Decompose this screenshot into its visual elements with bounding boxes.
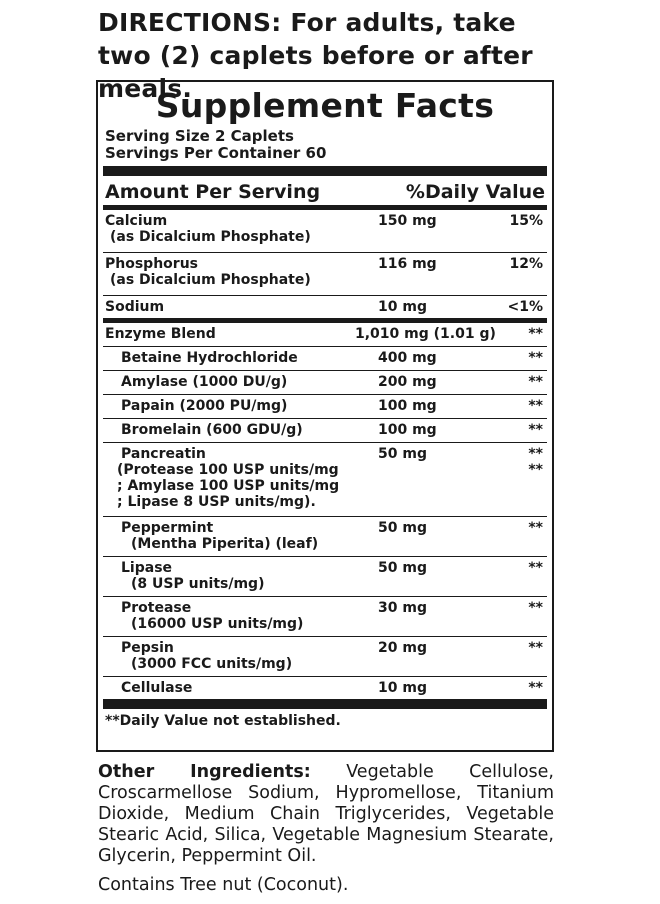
nutrient-row-sodium <box>103 296 547 318</box>
enzyme-row <box>103 419 547 443</box>
nutrient-name: Calcium <box>105 213 168 229</box>
enzyme-name: Peppermint <box>121 520 214 536</box>
enzyme-row-lipase <box>103 557 547 597</box>
bottom-divider <box>103 699 547 709</box>
blend-dv: ** <box>528 326 543 342</box>
nutrient-amount: 10 mg <box>378 299 427 315</box>
enzyme-detail: (Mentha Piperita) (leaf) <box>131 536 319 552</box>
nutrient-source: (as Dicalcium Phosphate) <box>110 272 311 288</box>
column-header <box>103 179 547 205</box>
nutrient-source: (as Dicalcium Phosphate) <box>110 229 311 245</box>
enzyme-dv: ** <box>528 680 543 696</box>
nutrient-amount: 150 mg <box>378 213 437 229</box>
enzyme-detail: (3000 FCC units/mg) <box>131 656 293 672</box>
enzyme-dv: ** <box>528 374 543 390</box>
nutrient-dv: 12% <box>509 256 543 272</box>
enzyme-dv: ** <box>528 350 543 366</box>
enzyme-dv: ** <box>528 446 543 462</box>
enzyme-row-peppermint <box>103 517 547 557</box>
enzyme-dv: ** <box>528 462 543 478</box>
enzyme-row-cellulase <box>103 677 547 699</box>
enzyme-name: Pancreatin <box>121 446 206 462</box>
enzyme-dv: ** <box>528 600 543 616</box>
enzyme-dv: ** <box>528 398 543 414</box>
enzyme-detail: ; Lipase 8 USP units/mg). <box>117 494 316 510</box>
enzyme-amount: 30 mg <box>378 600 427 616</box>
other-ingredients-list: Vegetable Cellulose, Croscarmellose Sodium, Hypromellose, Titanium Dioxide, Medium Chain Triglycerides, Vegetable Stearic Acid, Silica, Vegetable Magnesium Stearate, Glycerin, Peppermint Oil. <box>98 762 554 866</box>
nutrient-name: Phosphorus <box>105 256 198 272</box>
enzyme-amount: 100 mg <box>378 422 437 438</box>
enzyme-detail: (Protease 100 USP units/mg <box>117 462 339 478</box>
enzyme-dv: ** <box>528 520 543 536</box>
header-amount: Amount Per Serving <box>105 181 321 203</box>
enzyme-name: Lipase <box>121 560 173 576</box>
supplement-facts-panel <box>96 80 554 752</box>
enzyme-dv: ** <box>528 422 543 438</box>
enzyme-name: Papain (2000 PU/mg) <box>121 398 288 414</box>
enzyme-name: Amylase (1000 DU/g) <box>121 374 288 390</box>
nutrient-dv: 15% <box>509 213 543 229</box>
enzyme-row <box>103 347 547 371</box>
nutrient-name: Sodium <box>105 299 165 315</box>
enzyme-amount: 50 mg <box>378 560 427 576</box>
nutrient-row-phosphorus <box>103 253 547 296</box>
blend-name: Enzyme Blend <box>105 326 216 342</box>
footnote: **Daily Value not established. <box>105 713 341 729</box>
enzyme-name: Pepsin <box>121 640 174 656</box>
blend-row <box>103 323 547 347</box>
enzyme-row-pancreatin <box>103 443 547 517</box>
enzyme-amount: 20 mg <box>378 640 427 656</box>
other-ingredients <box>98 762 554 867</box>
panel-title: Supplement Facts <box>155 86 495 125</box>
enzyme-amount: 400 mg <box>378 350 437 366</box>
enzyme-detail: (16000 USP units/mg) <box>131 616 304 632</box>
enzyme-name: Betaine Hydrochloride <box>121 350 298 366</box>
enzyme-row <box>103 371 547 395</box>
enzyme-detail: ; Amylase 100 USP units/mg <box>117 478 340 494</box>
enzyme-row-pepsin <box>103 637 547 677</box>
other-ingredients-label: Other Ingredients: <box>98 762 311 782</box>
enzyme-detail: (8 USP units/mg) <box>131 576 265 592</box>
enzyme-name: Bromelain (600 GDU/g) <box>121 422 303 438</box>
thick-divider <box>103 166 547 176</box>
enzyme-amount: 200 mg <box>378 374 437 390</box>
nutrient-row-calcium <box>103 210 547 253</box>
header-daily-value: %Daily Value <box>405 181 545 203</box>
enzyme-row-protease <box>103 597 547 637</box>
enzyme-amount: 10 mg <box>378 680 427 696</box>
enzyme-dv: ** <box>528 640 543 656</box>
enzyme-dv: ** <box>528 560 543 576</box>
nutrient-dv: <1% <box>507 299 543 315</box>
allergen-statement: Contains Tree nut (Coconut). <box>98 875 349 895</box>
enzyme-name: Protease <box>121 600 192 616</box>
enzyme-row <box>103 395 547 419</box>
servings-per-container: Servings Per Container 60 <box>105 144 327 162</box>
serving-size: Serving Size 2 Caplets <box>105 127 294 145</box>
enzyme-amount: 50 mg <box>378 520 427 536</box>
enzyme-amount: 100 mg <box>378 398 437 414</box>
enzyme-name: Cellulase <box>121 680 193 696</box>
enzyme-amount: 50 mg <box>378 446 427 462</box>
nutrient-amount: 116 mg <box>378 256 437 272</box>
directions-text: DIRECTIONS: For adults, take two (2) caplets before or after meals. <box>98 8 533 103</box>
blend-amount: 1,010 mg (1.01 g) <box>355 326 496 342</box>
